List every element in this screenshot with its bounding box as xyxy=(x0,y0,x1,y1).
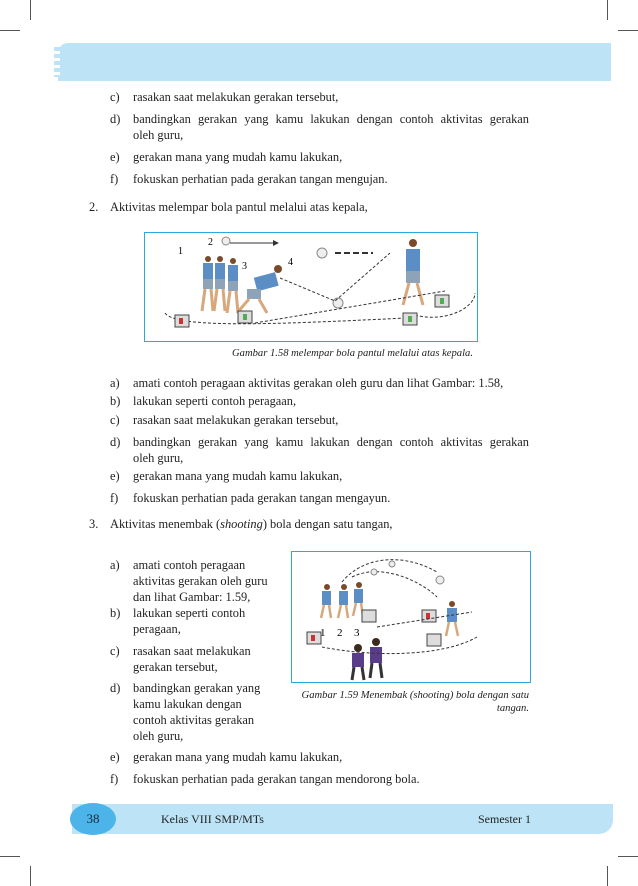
list-item-cont: oleh guru, xyxy=(133,451,184,465)
figure-label: 3 xyxy=(242,261,247,272)
list-item: fokuskan perhatian pada gerakan tangan mendorong bola. xyxy=(133,772,420,786)
crop-mark xyxy=(607,0,608,20)
list-marker: d) xyxy=(110,681,121,695)
list-marker: a) xyxy=(110,376,120,390)
throwing-illustration xyxy=(145,233,477,341)
list-marker: f) xyxy=(110,491,119,505)
list-item: bandingkan gerakan yang kamu lakukan dengan contoh aktivitas gerakan xyxy=(133,435,529,449)
list-marker: b) xyxy=(110,606,121,620)
list-item: contoh aktivitas gerakan xyxy=(133,713,255,727)
caption-line: Gambar 1.59 Menembak (shooting) bola dengan satu xyxy=(301,690,529,701)
title-text: ) bola dengan satu tangan, xyxy=(262,517,393,531)
figure-label: 2 xyxy=(337,627,343,639)
crop-mark xyxy=(607,866,608,886)
section-number: 3. xyxy=(89,517,99,531)
figure-label: 1 xyxy=(178,246,183,257)
list-item: gerakan mana yang mudah kamu lakukan, xyxy=(133,750,343,764)
figure-1-58 xyxy=(144,232,478,342)
page-number: 38 xyxy=(70,803,116,835)
figure-label: 3 xyxy=(354,627,360,639)
figure-1-59 xyxy=(291,551,531,683)
list-marker: d) xyxy=(110,435,121,449)
list-marker: e) xyxy=(110,469,120,483)
list-item: bandingkan gerakan yang xyxy=(133,681,261,695)
crop-mark xyxy=(0,856,20,857)
list-marker: d) xyxy=(110,112,121,126)
list-item: oleh guru, xyxy=(133,729,184,743)
list-item: lakukan seperti contoh peragaan, xyxy=(133,394,297,408)
list-marker: c) xyxy=(110,413,120,427)
list-item: dan lihat Gambar: 1.59, xyxy=(133,590,251,604)
list-item: rasakan saat melakukan gerakan tersebut, xyxy=(133,413,339,427)
crop-mark xyxy=(618,30,638,31)
footer-semester: Semester 1 xyxy=(478,812,531,826)
list-marker: b) xyxy=(110,394,121,408)
list-item-cont: oleh guru, xyxy=(133,128,184,142)
list-marker: f) xyxy=(110,172,119,186)
list-marker: c) xyxy=(110,90,120,104)
shooting-illustration xyxy=(292,552,530,682)
crop-mark xyxy=(0,30,20,31)
list-marker: a) xyxy=(110,558,120,572)
footer-book-title: Kelas VIII SMP/MTs xyxy=(161,812,264,826)
list-item: lakukan seperti contoh xyxy=(133,606,246,620)
title-text: Aktivitas menembak ( xyxy=(110,517,221,531)
list-marker: e) xyxy=(110,750,120,764)
figure-label: 2 xyxy=(208,237,213,248)
list-item: gerakan mana yang mudah kamu lakukan, xyxy=(133,469,343,483)
caption-line: tangan. xyxy=(496,703,529,714)
list-item: gerakan tersebut, xyxy=(133,660,218,674)
section-title: Aktivitas melempar bola pantul melalui atas kepala, xyxy=(110,200,368,214)
list-marker: e) xyxy=(110,150,120,164)
list-item: aktivitas gerakan oleh guru xyxy=(133,574,268,588)
crop-mark xyxy=(30,866,31,886)
list-item: peragaan, xyxy=(133,622,181,636)
crop-mark xyxy=(618,856,638,857)
figure-label: 4 xyxy=(288,257,293,268)
title-emphasis: shooting xyxy=(220,517,263,531)
header-band xyxy=(58,43,611,81)
list-marker: f) xyxy=(110,772,119,786)
list-item: kamu lakukan dengan xyxy=(133,697,242,711)
crop-mark xyxy=(30,0,31,20)
figure-caption: Gambar 1.58 melempar bola pantul melalui atas kepala. xyxy=(232,348,473,359)
figure-label: 1 xyxy=(320,627,326,639)
list-marker: c) xyxy=(110,644,120,658)
list-item: fokuskan perhatian pada gerakan tangan mengayun. xyxy=(133,491,391,505)
list-item: amati contoh peragaan aktivitas gerakan oleh guru dan lihat Gambar: 1.58, xyxy=(133,376,504,390)
list-item: rasakan saat melakukan gerakan tersebut, xyxy=(133,90,339,104)
list-item: fokuskan perhatian pada gerakan tangan mengujan. xyxy=(133,172,388,186)
section-title xyxy=(110,516,393,532)
footer-band xyxy=(72,804,613,834)
figure-caption xyxy=(295,689,529,715)
list-item: amati contoh peragaan xyxy=(133,558,246,572)
list-item: bandingkan gerakan yang kamu lakukan dengan contoh aktivitas gerakan xyxy=(133,112,529,126)
list-item: gerakan mana yang mudah kamu lakukan, xyxy=(133,150,343,164)
player-figures xyxy=(202,239,423,313)
section-number: 2. xyxy=(89,200,99,214)
list-item: rasakan saat melakukan xyxy=(133,644,251,658)
